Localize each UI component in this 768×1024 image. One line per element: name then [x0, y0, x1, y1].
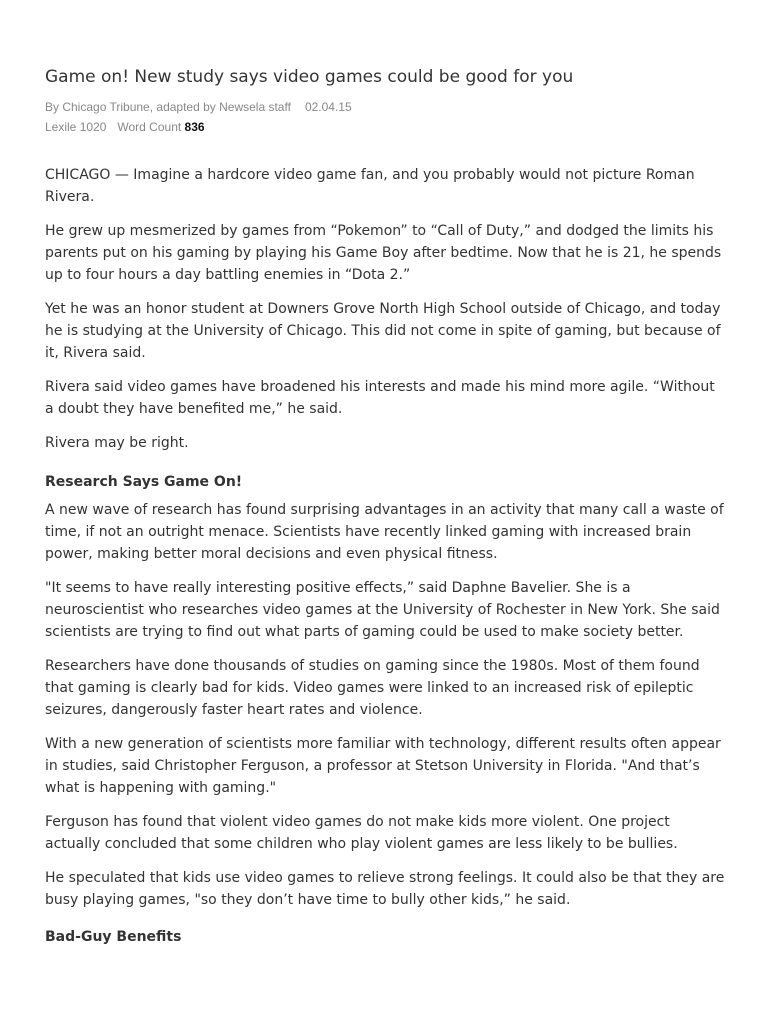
paragraph: Ferguson has found that violent video games do not make kids more violent. One project actually concluded that some children who play violent games are less likely to be bullies.: [45, 814, 678, 852]
paragraph: CHICAGO — Imagine a hardcore video game fan, and you probably would not picture Roman Rivera.: [45, 167, 695, 205]
paragraph: Rivera may be right.: [45, 435, 189, 451]
section-heading-research: Research Says Game On!: [45, 474, 243, 490]
article-byline: By Chicago Tribune, adapted by Newsela staff: [45, 100, 291, 114]
article-byline-row: [45, 99, 735, 115]
article-title: Game on! New study says video games could be good for you: [45, 67, 574, 87]
article-stats-row: [45, 119, 735, 135]
paragraph: He speculated that kids use video games to relieve strong feelings. It could also be that they are busy playing games, "so they don’t have time to bully other kids,” he said.: [45, 870, 725, 908]
paragraph: He grew up mesmerized by games from “Pokemon” to “Call of Duty,” and dodged the limits his parents put on his gaming by playing his Game Boy after bedtime. Now that he is 21, he spends up to four hours a day battling enemies in “Dota 2.”: [45, 223, 722, 283]
paragraph: "It seems to have really interesting positive effects,” said Daphne Bavelier. She is a neuroscientist who researches video games at the University of Rochester in New York. She said scientists are trying to find out what parts of gaming could be used to make society better.: [45, 580, 720, 640]
paragraph: A new wave of research has found surprising advantages in an activity that many call a waste of time, if not an outright menace. Scientists have recently linked gaming with increased brain power, making better moral decisions and even physical fitness.: [45, 502, 724, 562]
article-date: 02.04.15: [304, 100, 352, 114]
paragraph: With a new generation of scientists more familiar with technology, different results often appear in studies, said Christopher Ferguson, a professor at Stetson University in Florida. "And that’s what is happening with gaming.": [45, 736, 721, 796]
paragraph: Yet he was an honor student at Downers Grove North High School outside of Chicago, and today he is studying at the University of Chicago. This did not come in spite of gaming, but because of it, Rivera said.: [45, 301, 721, 361]
word-count-value: 836: [184, 120, 205, 134]
article-body: [45, 164, 725, 954]
paragraph: Researchers have done thousands of studies on gaming since the 1980s. Most of them found that gaming is clearly bad for kids. Video games were linked to an increased risk of epileptic seizures, dangerously faster heart rates and violence.: [45, 658, 700, 718]
section-heading-bad-guy: Bad-Guy Benefits: [45, 929, 182, 945]
lexile-level: Lexile 1020: [45, 120, 107, 134]
word-count-label: Word Count: [117, 120, 182, 134]
paragraph: Rivera said video games have broadened his interests and made his mind more agile. “Without a doubt they have benefited me,” he said.: [45, 379, 715, 417]
